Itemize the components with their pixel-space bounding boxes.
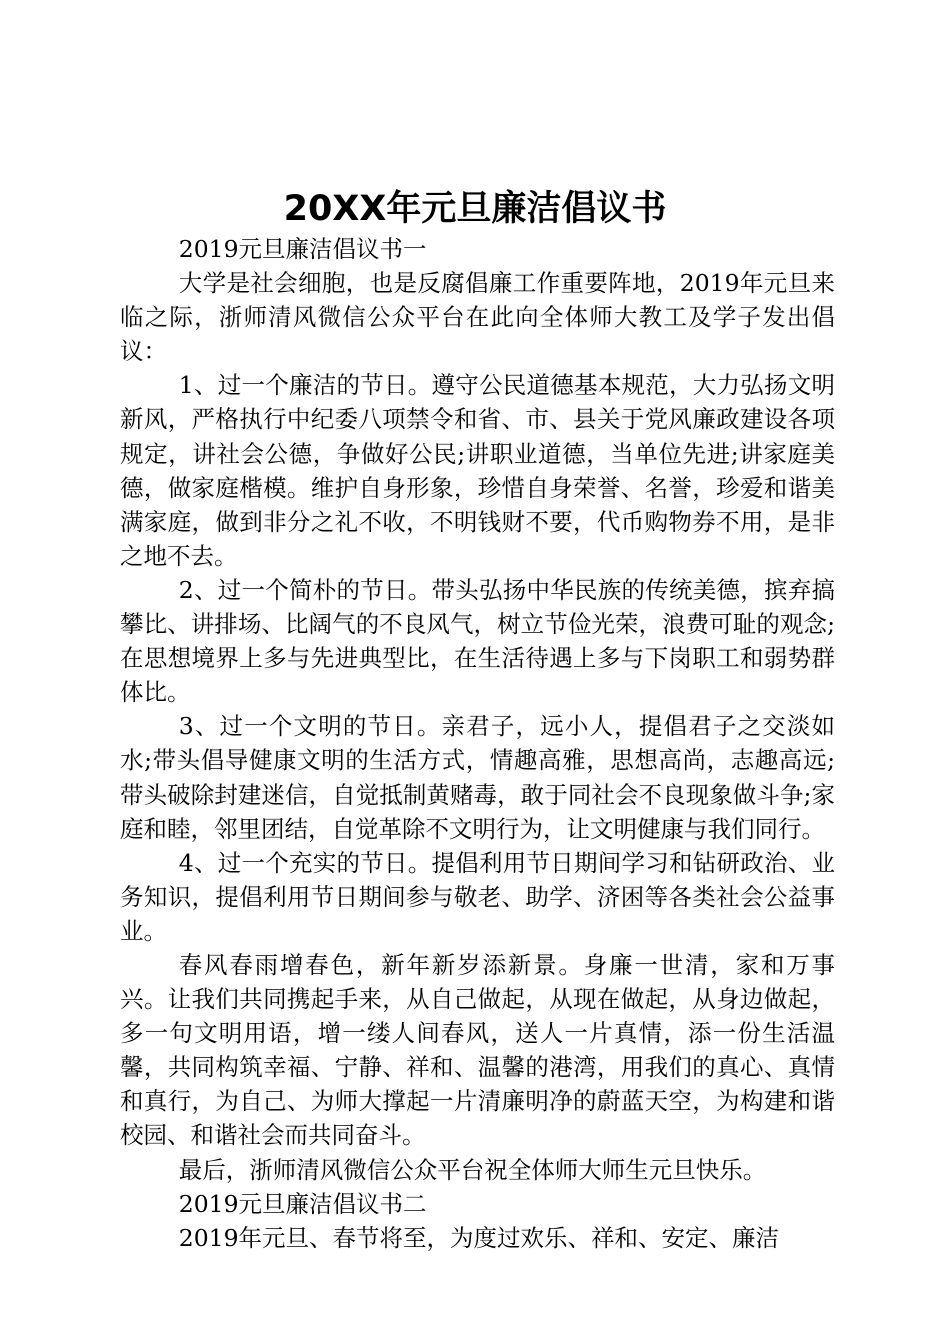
paragraph-wish: 最后，浙师清风微信公众平台祝全体师大师生元旦快乐。 bbox=[178, 1155, 767, 1184]
paragraph-intro: 大学是社会细胞，也是反腐倡廉工作重要阵地，2019年元旦来临之际，浙师清风微信公众平台在此向全体师大教工及学子发出倡议： bbox=[120, 269, 835, 366]
paragraph-item-3: 3、过一个文明的节日。亲君子，远小人，提倡君子之交淡如水;带头倡导健康文明的生活方式，情趣高雅，思想高尚，志趣高远;带头破除封建迷信，自觉抵制黄赌毒，敢于同社会不良现象做斗争;家庭和睦，邻里团结，自觉革除不文明行为，让文明健康与我们同行。 bbox=[120, 712, 835, 843]
paragraph-closing: 春风春雨增春色，新年新岁添新景。身廉一世清，家和万事兴。让我们共同携起手来，从自己做起，从现在做起，从身边做起，多一句文明用语，增一缕人间春风，送人一片真情，添一份生活温馨，共同构筑幸福、宁静、祥和、温馨的港湾，用我们的真心、真情和真行，为自己、为师大撑起一片清廉明净的蔚蓝天空，为构建和谐校园、和谐社会而共同奋斗。 bbox=[120, 950, 835, 1150]
document-title: 20XX年元旦廉洁倡议书 bbox=[283, 189, 667, 229]
paragraph-heading-1: 2019元旦廉洁倡议书一 bbox=[178, 235, 427, 263]
paragraph-item-1: 1、过一个廉洁的节日。遵守公民道德基本规范，大力弘扬文明新风，严格执行中纪委八项禁令和省、市、县关于党风廉政建设各项规定，讲社会公德，争做好公民;讲职业道德，当单位先进;讲家庭美德，做家庭楷模。维护自身形象，珍惜自身荣誉、名誉，珍爱和谐美满家庭，做到非分之礼不收，不明钱财不要，代币购物券不用，是非之地不去。 bbox=[120, 371, 835, 570]
paragraph-item-4: 4、过一个充实的节日。提倡利用节日期间学习和钻研政治、业务知识，提倡利用节日期间参与敬老、助学、济困等各类社会公益事业。 bbox=[120, 848, 835, 945]
document-body bbox=[120, 232, 835, 1255]
paragraph-item-2: 2、过一个简朴的节日。带头弘扬中华民族的传统美德，摈弃搞攀比、讲排场、比阔气的不良风气，树立节俭光荣，浪费可耻的观念;在思想境界上多与先进典型比，在生活待遇上多与下岗职工和弱势群体比。 bbox=[120, 575, 835, 707]
paragraph-second-intro: 2019年元旦、春节将至，为度过欢乐、祥和、安定、廉洁 bbox=[178, 1223, 780, 1252]
paragraph-heading-2: 2019元旦廉洁倡议书二 bbox=[178, 1189, 427, 1218]
